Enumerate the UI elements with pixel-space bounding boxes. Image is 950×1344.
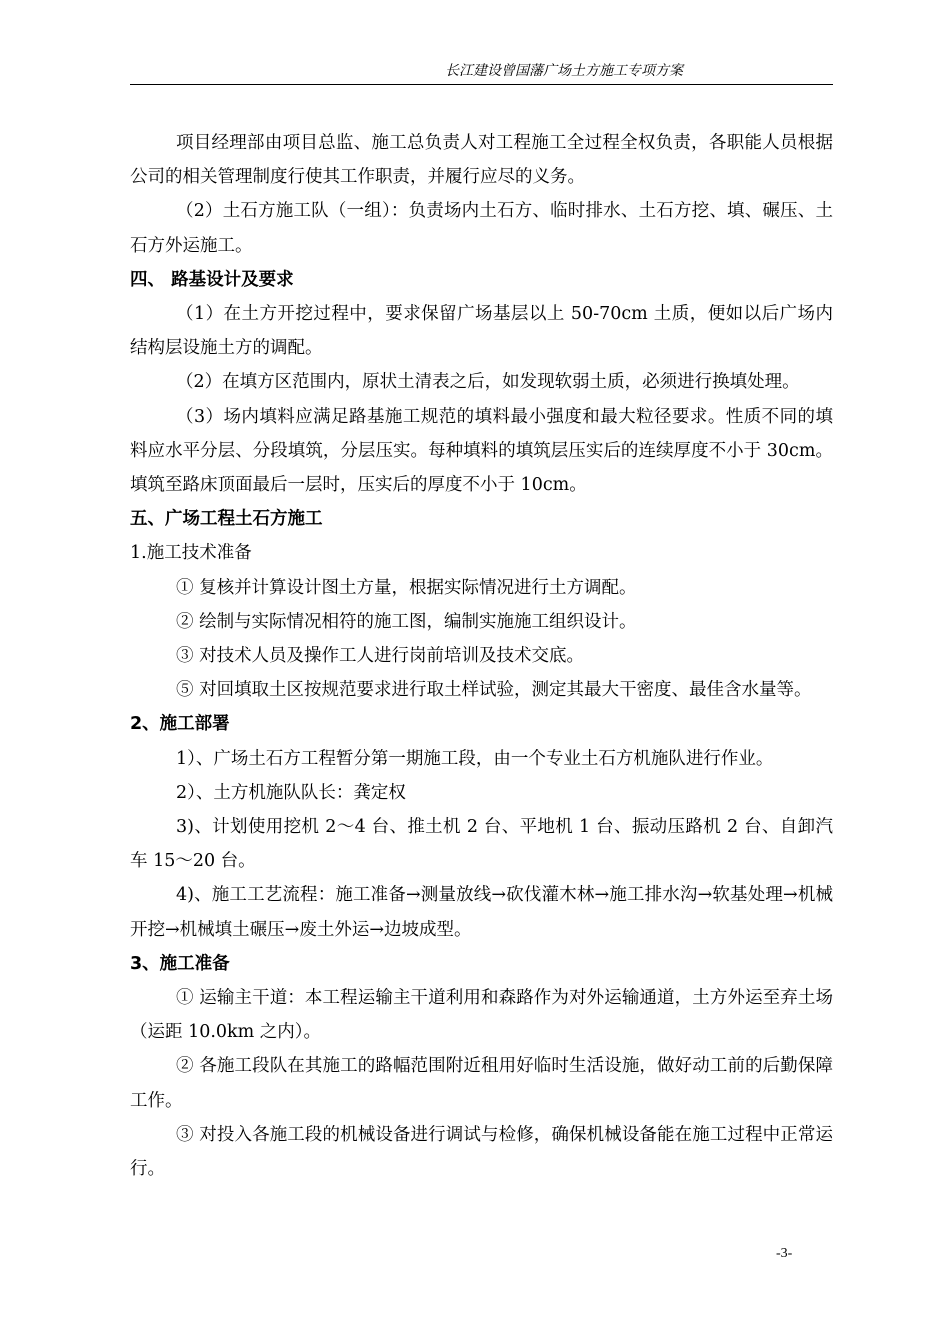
paragraph-roadbed-2: （2）在填方区范围内，原状土清表之后，如发现软弱土质，必须进行换填处理。 bbox=[176, 372, 800, 393]
list-item-deploy-1: 1）、广场土石方工程暂分第一期施工段，由一个专业土石方机施队进行作业。 bbox=[176, 748, 774, 769]
list-item-deploy-2: 2）、土方机施队队长：龚定权 bbox=[176, 782, 406, 803]
document-body bbox=[130, 126, 833, 1186]
subheading-deployment: 2、施工部署 bbox=[130, 714, 230, 735]
list-item-prep-2: ② 绘制与实际情况相符的施工图，编制实施施工组织设计。 bbox=[176, 611, 637, 632]
list-item-prep-3: ③ 对技术人员及操作工人进行岗前培训及技术交底。 bbox=[176, 646, 585, 667]
paragraph-management: 项目经理部由项目总监、施工总负责人对工程施工全过程全权负责，各职能人员根据公司的相关管理制度行使其工作职责，并履行应尽的义务。 bbox=[130, 133, 833, 188]
header-title: 长江建设曾国藩广场土方施工专项方案 bbox=[445, 63, 683, 79]
list-item-cprep-1: ① 运输主干道：本工程运输主干道利用和森路作为对外运输通道，土方外运至弃土场（运距 10.0km 之内）。 bbox=[130, 988, 833, 1043]
list-item-deploy-3: 3)、计划使用挖机 2～4 台、推土机 2 台、平地机 1 台、振动压路机 2 台、自卸汽车 15～20 台。 bbox=[130, 817, 833, 872]
list-item-cprep-2: ② 各施工段队在其施工的路幅范围附近租用好临时生活设施，做好动工前的后勤保障工作。 bbox=[130, 1056, 833, 1111]
list-item-deploy-4: 4)、施工工艺流程：施工准备→测量放线→砍伐灌木林→施工排水沟→软基处理→机械开挖→机械填土碾压→废土外运→边坡成型。 bbox=[130, 885, 833, 940]
paragraph-earthwork-team: （2）土石方施工队（一组）：负责场内土石方、临时排水、土石方挖、填、碾压、土石方外运施工。 bbox=[130, 201, 833, 256]
list-item-cprep-3: ③ 对投入各施工段的机械设备进行调试与检修，确保机械设备能在施工过程中正常运行。 bbox=[130, 1124, 833, 1180]
section-heading-4: 四、 路基设计及要求 bbox=[130, 269, 294, 290]
paragraph-roadbed-1: （1）在土方开挖过程中，要求保留广场基层以上 50-70cm 土质，便如以后广场内结构层设施土方的调配。 bbox=[130, 304, 833, 359]
subheading-tech-prep: 1.施工技术准备 bbox=[130, 543, 252, 564]
list-item-prep-5: ⑤ 对回填取土区按规范要求进行取土样试验，测定其最大干密度、最佳含水量等。 bbox=[176, 680, 812, 701]
section-heading-5: 五、广场工程土石方施工 bbox=[130, 509, 323, 530]
page-header bbox=[130, 58, 833, 85]
paragraph-roadbed-3: （3）场内填料应满足路基施工规范的填料最小强度和最大粒径要求。性质不同的填料应水平分层、分段填筑，分层压实。每种填料的填筑层压实后的连续厚度不小于 30cm。填筑至路床顶面最后一层时，压实后的厚度不小于 10cm。 bbox=[130, 406, 833, 496]
subheading-construction-prep: 3、施工准备 bbox=[130, 953, 230, 974]
page-number: -3- bbox=[776, 1246, 793, 1261]
list-item-prep-1: ① 复核并计算设计图土方量，根据实际情况进行土方调配。 bbox=[176, 577, 637, 598]
